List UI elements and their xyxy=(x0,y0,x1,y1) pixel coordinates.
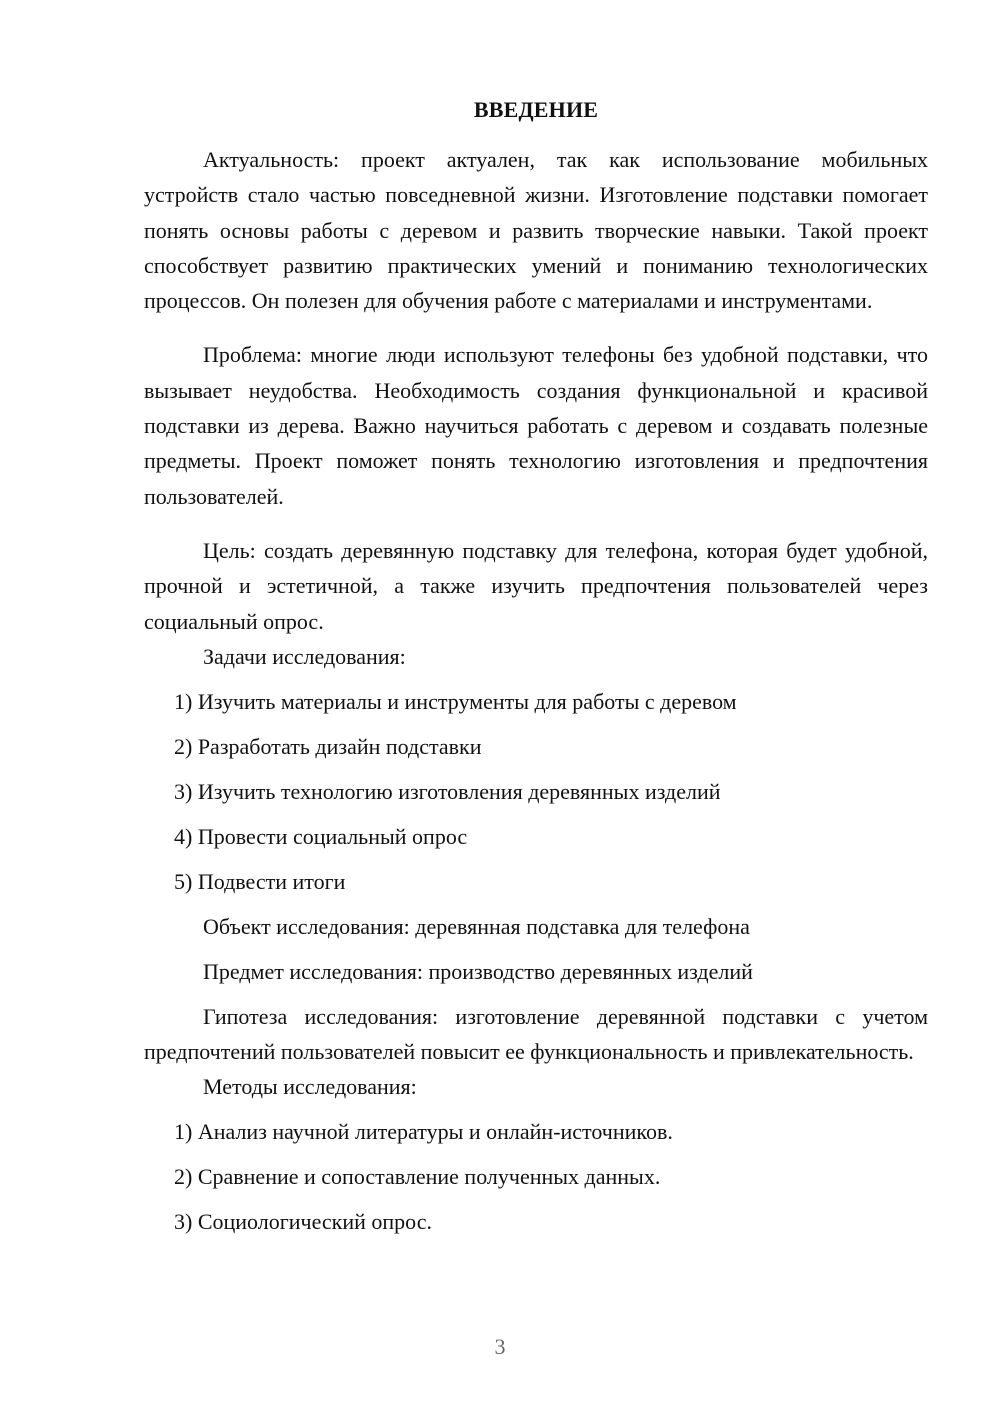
relevance-paragraph: Актуальность: проект актуален, так как использование мобильных устройств стало частью повседневной жизни. Изготовление подставки помогает понять основы работы с деревом и развить творческие навыки. Такой проект способствует развитию практических умений и пониманию технологических процессов. Он полезен для обучения работе с материалами и инструментами. xyxy=(144,147,928,314)
subject-line: Предмет исследования: производство деревянных изделий xyxy=(203,958,753,984)
list-item: 2) Разработать дизайн подставки xyxy=(174,733,482,759)
problem-paragraph: Проблема: многие люди используют телефоны без удобной подставки, что вызывает неудобства. Необходимость создания функциональной и красивой подставки из дерева. Важно научиться работать с деревом и создавать полезные предметы. Проект поможет понять технологию изготовления и предпочтения пользователей. xyxy=(144,342,928,509)
goal-paragraph: Цель: создать деревянную подставку для телефона, которая будет удобной, прочной и эстетичной, а также изучить предпочтения пользователей через социальный опрос. xyxy=(144,537,928,634)
page-title: ВВЕДЕНИЕ xyxy=(473,97,599,122)
tasks-list xyxy=(144,684,928,899)
list-item: 2) Сравнение и сопоставление полученных данных. xyxy=(174,1164,661,1190)
page-number: 3 xyxy=(494,1334,506,1359)
tasks-heading: Задачи исследования: xyxy=(203,643,406,669)
methods-heading: Методы исследования: xyxy=(203,1074,417,1100)
list-item: 5) Подвести итоги xyxy=(174,868,346,894)
methods-list xyxy=(144,1114,928,1239)
list-item: 3) Социологический опрос. xyxy=(174,1209,432,1235)
object-line: Объект исследования: деревянная подставка для телефона xyxy=(203,913,750,939)
list-item: 1) Анализ научной литературы и онлайн-источников. xyxy=(174,1119,673,1145)
hypothesis-paragraph: Гипотеза исследования: изготовление деревянной подставки с учетом предпочтений пользователей повысит ее функциональность и привлекательность. xyxy=(144,1003,928,1065)
list-item: 4) Провести социальный опрос xyxy=(174,823,468,849)
list-item: 1) Изучить материалы и инструменты для работы с деревом xyxy=(174,688,737,714)
list-item: 3) Изучить технологию изготовления деревянных изделий xyxy=(174,778,721,804)
document-page xyxy=(144,96,928,1239)
